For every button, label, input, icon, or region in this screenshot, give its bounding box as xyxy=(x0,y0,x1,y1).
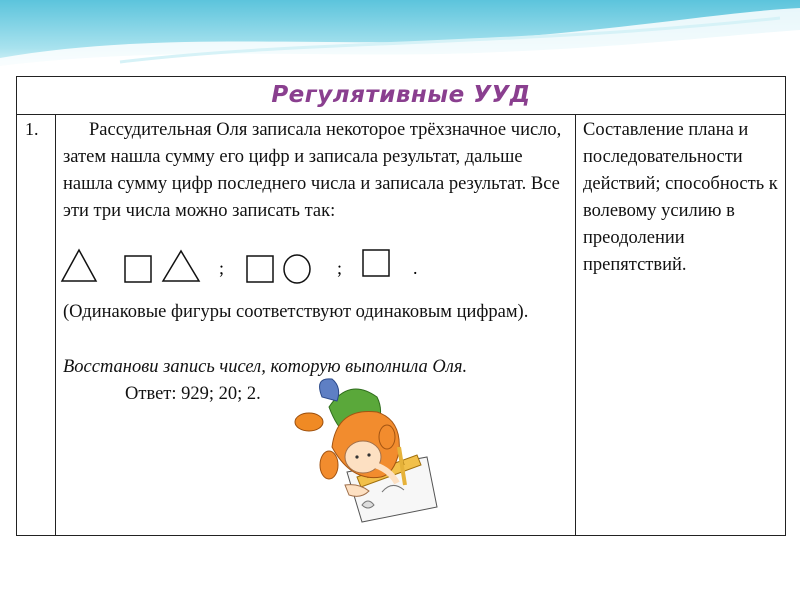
column-divider xyxy=(575,114,576,535)
task-paragraph: Рассудительная Оля записала некоторое трёхзначное число, затем нашла сумму его цифр и записала результат, дальше нашла сумму цифр последнего числа и записала результат. Все эти три числа можно записать так: xyxy=(63,120,562,221)
triangle-shape xyxy=(62,250,96,281)
separator-semicolon: ; xyxy=(337,258,343,278)
square-shape xyxy=(125,256,151,282)
separator-period: . xyxy=(413,258,418,278)
triangle-shape xyxy=(163,251,199,281)
content-table xyxy=(16,76,786,536)
skills-text: Составление плана и последовательности действий; способность к волевому усилию в преодолении препятствий. xyxy=(583,120,778,275)
sky-banner xyxy=(0,0,800,80)
note-text: (Одинаковые фигуры соответствуют одинаковым цифрам). xyxy=(63,302,529,322)
row-number: 1. xyxy=(25,119,39,139)
girl-drawing-with-ruler-icon xyxy=(287,377,447,527)
page-title: Регулятивные УУД xyxy=(271,82,531,108)
square-shape xyxy=(247,256,273,282)
circle-shape xyxy=(284,255,310,283)
table-header-row xyxy=(17,77,785,115)
instruction-text: Восстанови запись чисел, которую выполнила Оля. xyxy=(63,357,468,377)
task-text xyxy=(63,117,571,225)
square-shape xyxy=(363,250,389,276)
answer-text: Ответ: 929; 20; 2. xyxy=(125,384,261,404)
separator-semicolon: ; xyxy=(219,258,225,278)
shapes-row xyxy=(57,244,457,284)
column-divider xyxy=(55,114,56,535)
